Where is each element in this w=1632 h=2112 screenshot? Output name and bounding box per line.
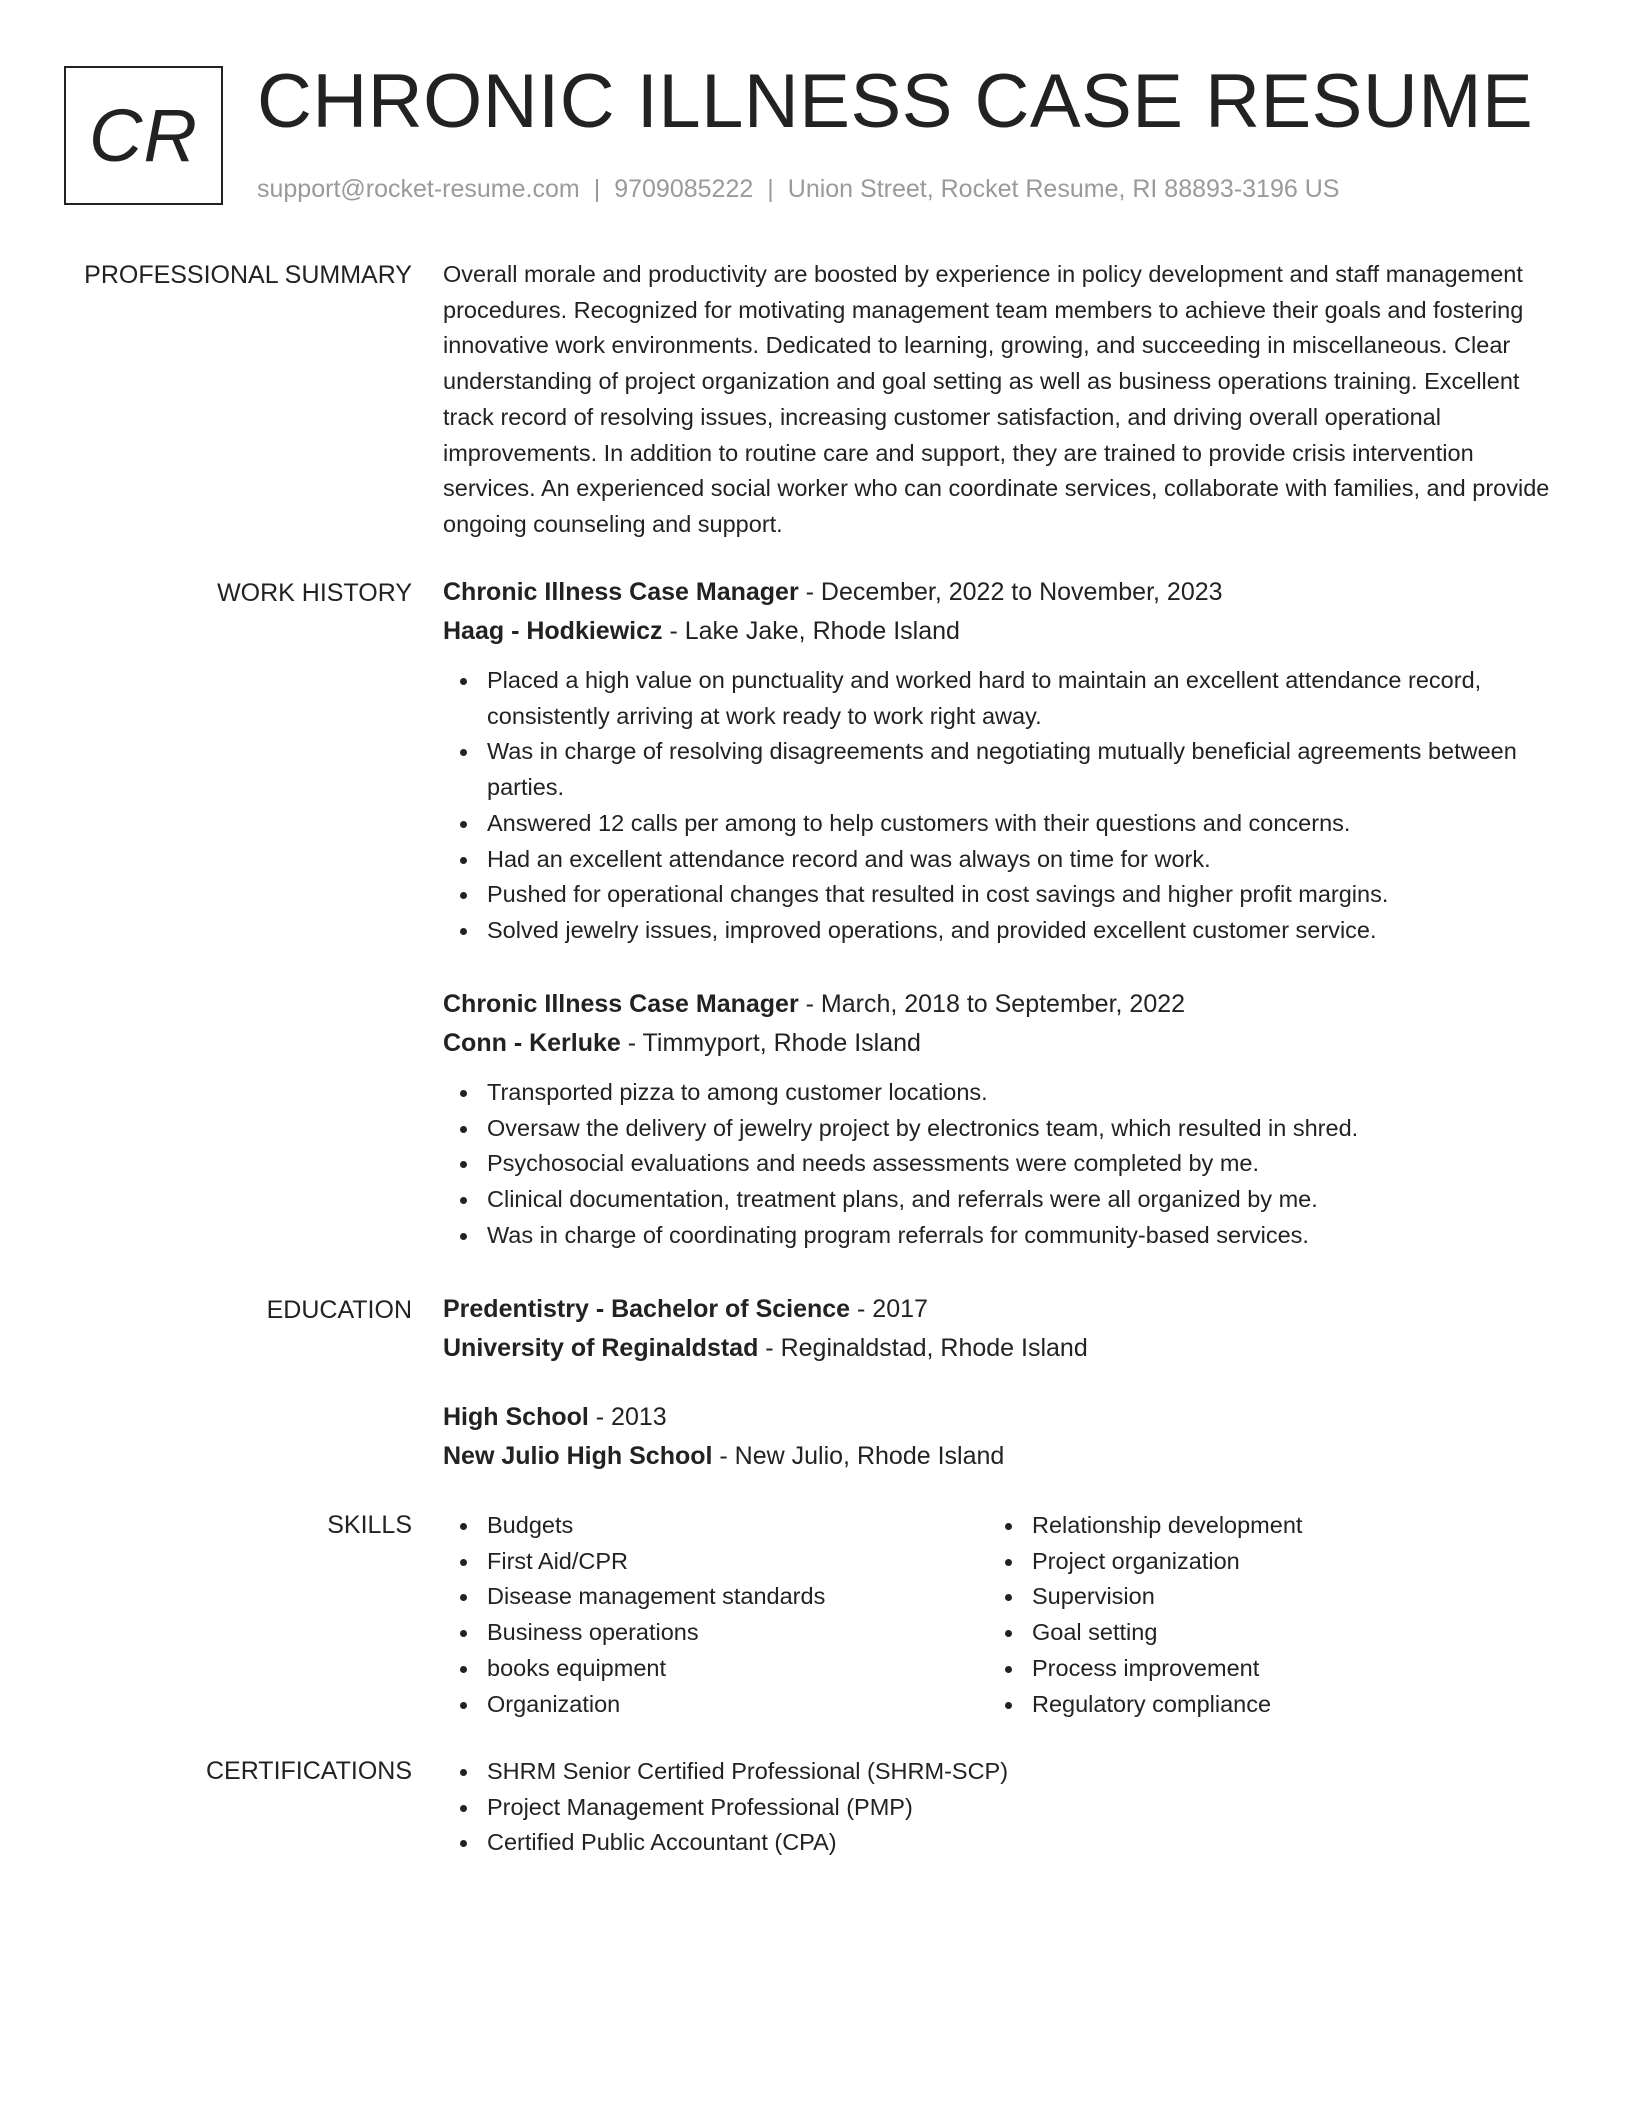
list-item: Psychosocial evaluations and needs assessments were completed by me. xyxy=(487,1146,1563,1182)
skill-item: Budgets xyxy=(487,1508,988,1544)
skills-column xyxy=(443,1508,988,1722)
skill-item: Supervision xyxy=(1032,1579,1533,1615)
job-company-line xyxy=(443,1024,1563,1063)
skill-item: First Aid/CPR xyxy=(487,1544,988,1580)
skill-item: Organization xyxy=(487,1687,988,1723)
job-bullet-list xyxy=(443,1075,1563,1254)
education-school-line xyxy=(443,1329,1563,1368)
job-title-line xyxy=(443,985,1563,1024)
skill-item: Regulatory compliance xyxy=(1032,1687,1533,1723)
education-location: - Reginaldstad, Rhode Island xyxy=(758,1334,1088,1362)
job-entry xyxy=(443,573,1563,949)
list-item: Clinical documentation, treatment plans, and referrals were all organized by me. xyxy=(487,1182,1563,1218)
list-item: Oversaw the delivery of jewelry project by electronics team, which resulted in shred. xyxy=(487,1111,1563,1147)
job-entry xyxy=(443,985,1563,1254)
skill-item: Process improvement xyxy=(1032,1651,1533,1687)
skill-item: Project organization xyxy=(1032,1544,1533,1580)
summary-text: Overall morale and productivity are boosted by experience in policy development and staff management procedures. Recognized for motivating management team members to achieve their goals and fostering innovative work environments. Dedicated to learning, growing, and succeeding in miscellaneous. Clear understanding of project organization and goal setting as well as business operations training. Excellent track record of resolving issues, increasing customer satisfaction, and driving overall operational improvements. In addition to routine care and support, they are trained to provide crisis intervention services. An experienced social worker who can coordinate services, collaborate with families, and provide ongoing counseling and support. xyxy=(443,261,1550,537)
section-label-work-history: WORK HISTORY xyxy=(217,579,412,607)
certification-item: Project Management Professional (PMP) xyxy=(487,1790,1563,1826)
summary-section xyxy=(443,257,1563,543)
section-label-education: EDUCATION xyxy=(266,1296,412,1324)
education-degree: High School xyxy=(443,1403,589,1431)
education-entry xyxy=(443,1290,1563,1368)
contact-separator: | xyxy=(593,175,601,203)
contact-phone: 9709085222 xyxy=(614,175,754,203)
job-company: Haag - Hodkiewicz xyxy=(443,617,663,645)
list-item: Transported pizza to among customer locations. xyxy=(487,1075,1563,1111)
contact-line xyxy=(257,174,1339,204)
certifications-list xyxy=(443,1754,1563,1861)
education-degree-line xyxy=(443,1290,1563,1329)
skill-item: Disease management standards xyxy=(487,1579,988,1615)
job-company-line xyxy=(443,612,1563,651)
education-school: University of Reginaldstad xyxy=(443,1334,759,1362)
section-label-summary: PROFESSIONAL SUMMARY xyxy=(84,261,412,289)
education-year: - 2017 xyxy=(850,1295,928,1323)
education-school-line xyxy=(443,1437,1563,1476)
job-location: - Lake Jake, Rhode Island xyxy=(662,617,960,645)
skill-item: Relationship development xyxy=(1032,1508,1533,1544)
list-item: Placed a high value on punctuality and worked hard to maintain an excellent attendance record, consistently arriving at work ready to work right away. xyxy=(487,663,1563,734)
job-title-line xyxy=(443,573,1563,612)
skill-item: books equipment xyxy=(487,1651,988,1687)
certification-item: SHRM Senior Certified Professional (SHRM-SCP) xyxy=(487,1754,1563,1790)
job-title: Chronic Illness Case Manager xyxy=(443,990,799,1018)
list-item: Was in charge of resolving disagreements and negotiating mutually beneficial agreements between parties. xyxy=(487,734,1563,805)
skills-list xyxy=(443,1508,988,1722)
section-label-skills: SKILLS xyxy=(327,1511,412,1539)
list-item: Pushed for operational changes that resulted in cost savings and higher profit margins. xyxy=(487,877,1563,913)
skills-grid xyxy=(443,1508,1563,1722)
section-label-certifications: CERTIFICATIONS xyxy=(205,1757,412,1785)
contact-separator: | xyxy=(767,175,774,203)
education-entry xyxy=(443,1398,1563,1476)
job-company: Conn - Kerluke xyxy=(443,1029,621,1057)
job-title: Chronic Illness Case Manager xyxy=(443,578,799,606)
skills-list xyxy=(988,1508,1533,1722)
monogram-logo: CR xyxy=(64,66,223,205)
list-item: Answered 12 calls per among to help customers with their questions and concerns. xyxy=(487,806,1563,842)
education-school: New Julio High School xyxy=(443,1442,713,1470)
skill-item: Goal setting xyxy=(1032,1615,1533,1651)
certification-item: Certified Public Accountant (CPA) xyxy=(487,1825,1563,1861)
job-dates: - March, 2018 to September, 2022 xyxy=(798,990,1186,1018)
certifications-section xyxy=(443,1754,1563,1861)
education-degree-line xyxy=(443,1398,1563,1437)
skills-section xyxy=(443,1508,1563,1722)
skills-column xyxy=(988,1508,1533,1722)
education-degree: Predentistry - Bachelor of Science xyxy=(443,1295,851,1323)
skill-item: Business operations xyxy=(487,1615,988,1651)
education-year: - 2013 xyxy=(588,1403,667,1431)
education-location: - New Julio, Rhode Island xyxy=(712,1442,1005,1470)
contact-email: support@rocket-resume.com xyxy=(257,175,580,203)
list-item: Was in charge of coordinating program referrals for community-based services. xyxy=(487,1218,1563,1254)
resume-title: CHRONIC ILLNESS CASE RESUME xyxy=(257,59,1534,144)
list-item: Had an excellent attendance record and was always on time for work. xyxy=(487,842,1563,878)
list-item: Solved jewelry issues, improved operations, and provided excellent customer service. xyxy=(487,913,1563,949)
job-location: - Timmyport, Rhode Island xyxy=(620,1029,921,1057)
job-bullet-list xyxy=(443,663,1563,949)
contact-address: Union Street, Rocket Resume, RI 88893-3196 US xyxy=(787,175,1340,203)
job-dates: - December, 2022 to November, 2023 xyxy=(798,578,1223,606)
